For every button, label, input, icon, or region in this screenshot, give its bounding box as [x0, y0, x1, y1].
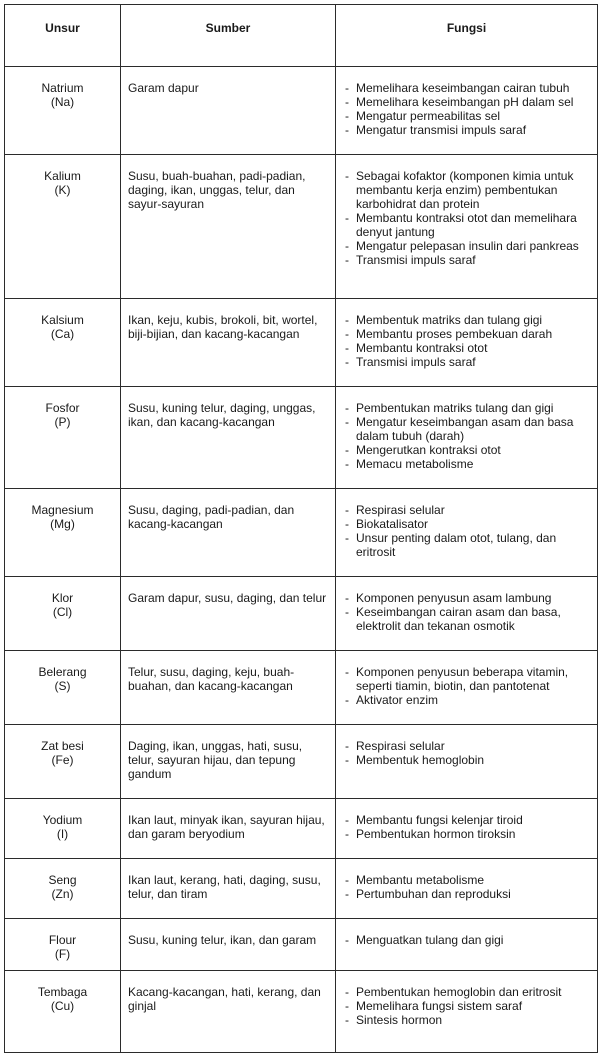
table-row: [5, 387, 598, 489]
element-symbol: (I): [56, 827, 69, 841]
element-symbol: (S): [54, 679, 71, 693]
source-cell: Daging, ikan, unggas, hati, susu, telur, sayuran hijau, dan tepung gandum: [121, 725, 336, 799]
element-name: Magnesium: [31, 503, 94, 517]
table-row: [5, 155, 598, 299]
function-item: - Memelihara keseimbangan pH dalam sel: [344, 95, 589, 109]
function-list: [344, 81, 589, 137]
element-symbol: (Mg): [50, 517, 75, 531]
function-cell: [336, 67, 598, 155]
function-item: - Memelihara keseimbangan cairan tubuh: [344, 81, 589, 95]
function-cell: [336, 651, 598, 725]
element-name: Kalsium: [41, 313, 84, 327]
function-list: [344, 739, 589, 767]
source-cell: Telur, susu, daging, keju, buah-buahan, dan kacang-kacangan: [121, 651, 336, 725]
function-cell: [336, 155, 598, 299]
element-symbol: (P): [54, 415, 71, 429]
table-row: [5, 971, 598, 1053]
function-item: - Membantu metabolisme: [344, 873, 589, 887]
element-name: Fosfor: [45, 401, 80, 415]
function-cell: [336, 725, 598, 799]
function-cell: [336, 387, 598, 489]
function-list: [344, 401, 589, 471]
function-item: - Mengatur pelepasan insulin dari pankreas: [344, 239, 589, 253]
table-row: [5, 859, 598, 919]
header-fungsi: Fungsi: [336, 5, 598, 67]
table-row: [5, 67, 598, 155]
element-name: Tembaga: [37, 985, 88, 999]
function-cell: [336, 299, 598, 387]
function-item: - Pembentukan hemoglobin dan eritrosit: [344, 985, 589, 999]
element-name: Zat besi: [41, 739, 84, 753]
function-item: - Aktivator enzim: [344, 693, 589, 707]
function-item: - Memacu metabolisme: [344, 457, 589, 471]
element-cell: [5, 577, 121, 651]
function-list: [344, 933, 589, 947]
function-item: - Keseimbangan cairan asam dan basa, elektrolit dan tekanan osmotik: [344, 605, 589, 633]
table-row: [5, 919, 598, 971]
function-item: - Pembentukan matriks tulang dan gigi: [344, 401, 589, 415]
table-row: [5, 489, 598, 577]
function-item: - Menguatkan tulang dan gigi: [344, 933, 589, 947]
element-cell: [5, 299, 121, 387]
function-item: - Respirasi selular: [344, 739, 589, 753]
element-name: Belerang: [38, 665, 87, 679]
function-item: - Membantu proses pembekuan darah: [344, 327, 589, 341]
function-item: - Unsur penting dalam otot, tulang, dan eritrosit: [344, 531, 589, 559]
source-cell: Susu, buah-buahan, padi-padian, daging, ikan, unggas, telur, dan sayur-sayuran: [121, 155, 336, 299]
element-cell: [5, 859, 121, 919]
function-list: [344, 873, 589, 901]
element-symbol: (F): [54, 947, 71, 961]
table-row: [5, 651, 598, 725]
source-cell: Ikan laut, kerang, hati, daging, susu, telur, dan tiram: [121, 859, 336, 919]
function-item: - Komponen penyusun beberapa vitamin, seperti tiamin, biotin, dan pantotenat: [344, 665, 589, 693]
function-item: - Pertumbuhan dan reproduksi: [344, 887, 589, 901]
function-list: [344, 665, 589, 707]
element-symbol: (Fe): [51, 753, 74, 767]
function-cell: [336, 799, 598, 859]
function-list: [344, 591, 589, 633]
table-row: [5, 799, 598, 859]
element-cell: [5, 387, 121, 489]
source-cell: Garam dapur: [121, 67, 336, 155]
function-list: [344, 169, 589, 267]
element-symbol: (Cl): [52, 605, 73, 619]
element-cell: [5, 67, 121, 155]
function-cell: [336, 919, 598, 971]
function-item: - Mengatur transmisi impuls saraf: [344, 123, 589, 137]
function-item: - Membentuk matriks dan tulang gigi: [344, 313, 589, 327]
function-item: - Membantu kontraksi otot dan memelihara denyut jantung: [344, 211, 589, 239]
element-name: Natrium: [41, 81, 84, 95]
source-cell: Susu, daging, padi-padian, dan kacang-kacangan: [121, 489, 336, 577]
source-cell: Garam dapur, susu, daging, dan telur: [121, 577, 336, 651]
element-name: Seng: [48, 873, 77, 887]
function-item: - Transmisi impuls saraf: [344, 253, 589, 267]
element-cell: [5, 919, 121, 971]
source-cell: Susu, kuning telur, ikan, dan garam: [121, 919, 336, 971]
function-cell: [336, 971, 598, 1053]
table-row: [5, 577, 598, 651]
element-cell: [5, 651, 121, 725]
function-item: - Pembentukan hormon tiroksin: [344, 827, 589, 841]
function-item: - Biokatalisator: [344, 517, 589, 531]
function-list: [344, 503, 589, 559]
function-item: - Membantu fungsi kelenjar tiroid: [344, 813, 589, 827]
element-cell: [5, 155, 121, 299]
function-item: - Membentuk hemoglobin: [344, 753, 589, 767]
header-row: [5, 5, 598, 67]
source-cell: Susu, kuning telur, daging, unggas, ikan, dan kacang-kacangan: [121, 387, 336, 489]
element-symbol: (Na): [50, 95, 75, 109]
element-name: Kalium: [44, 169, 81, 183]
element-name: Yodium: [42, 813, 83, 827]
function-cell: [336, 859, 598, 919]
table-row: [5, 299, 598, 387]
source-cell: Kacang-kacangan, hati, kerang, dan ginjal: [121, 971, 336, 1053]
function-item: - Mengatur keseimbangan asam dan basa dalam tubuh (darah): [344, 415, 589, 443]
function-list: [344, 985, 589, 1027]
function-item: - Komponen penyusun asam lambung: [344, 591, 589, 605]
element-symbol: (K): [54, 183, 71, 197]
function-item: - Sintesis hormon: [344, 1013, 589, 1027]
element-cell: [5, 489, 121, 577]
element-symbol: (Zn): [51, 887, 74, 901]
source-cell: Ikan laut, minyak ikan, sayuran hijau, dan garam beryodium: [121, 799, 336, 859]
element-cell: [5, 725, 121, 799]
header-unsur: Unsur: [5, 5, 121, 67]
table-row: [5, 725, 598, 799]
function-cell: [336, 489, 598, 577]
element-name: Flour: [48, 933, 77, 947]
element-symbol: (Cu): [50, 999, 75, 1013]
function-list: [344, 313, 589, 369]
function-item: - Respirasi selular: [344, 503, 589, 517]
element-symbol: (Ca): [50, 327, 75, 341]
function-item: - Membantu kontraksi otot: [344, 341, 589, 355]
element-cell: [5, 799, 121, 859]
function-item: - Mengerutkan kontraksi otot: [344, 443, 589, 457]
function-item: - Mengatur permeabilitas sel: [344, 109, 589, 123]
element-name: Klor: [51, 591, 74, 605]
function-item: - Memelihara fungsi sistem saraf: [344, 999, 589, 1013]
table-body: [5, 67, 598, 1053]
function-item: - Transmisi impuls saraf: [344, 355, 589, 369]
function-item: - Sebagai kofaktor (komponen kimia untuk membantu kerja enzim) pembentukan karbohidrat dan protein: [344, 169, 589, 211]
function-cell: [336, 577, 598, 651]
element-cell: [5, 971, 121, 1053]
mineral-table: [4, 4, 598, 1053]
function-list: [344, 813, 589, 841]
header-sumber: Sumber: [121, 5, 336, 67]
source-cell: Ikan, keju, kubis, brokoli, bit, wortel, biji-bijian, dan kacang-kacangan: [121, 299, 336, 387]
